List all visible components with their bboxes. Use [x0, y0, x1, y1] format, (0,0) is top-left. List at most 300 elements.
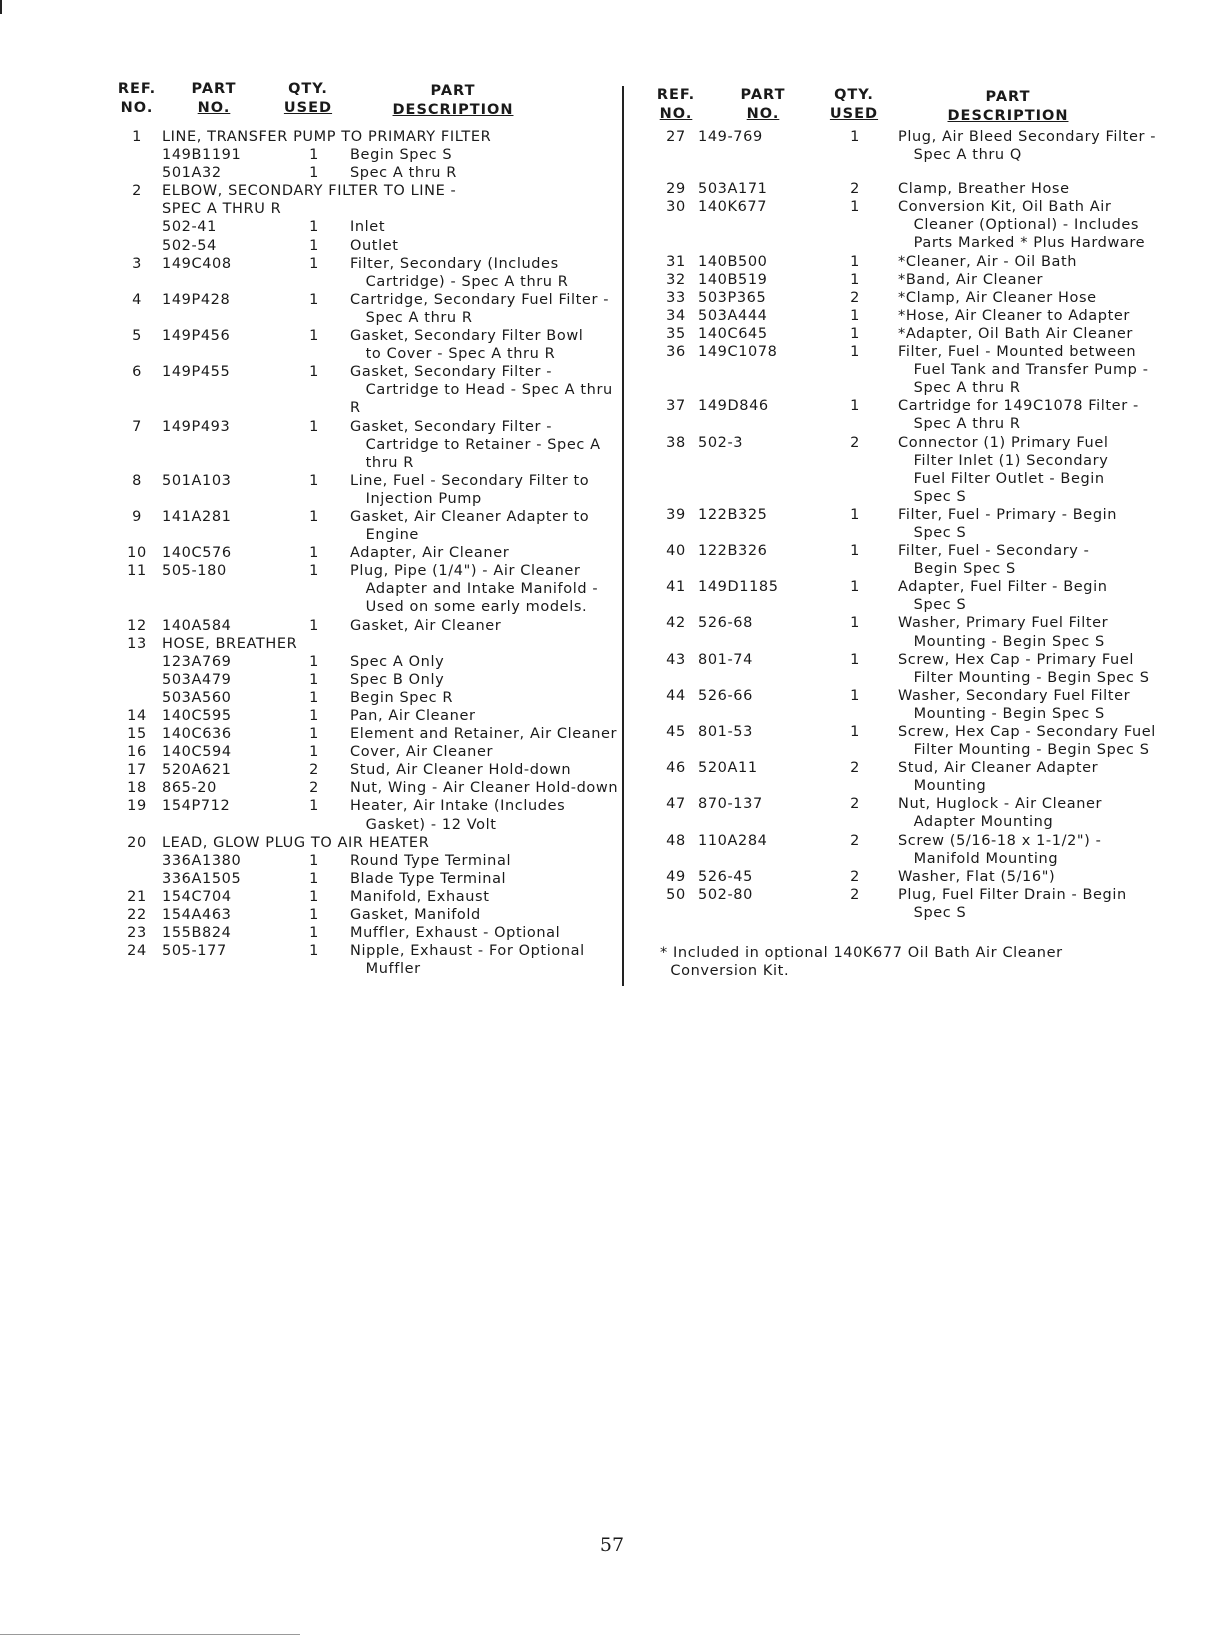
- ref-no-cell: [112, 146, 162, 164]
- description-cell: Mounting: [898, 778, 987, 795]
- part-no-cell: [162, 526, 278, 544]
- description-cell: Spec S: [898, 904, 967, 921]
- part-no-cell: 520A621: [162, 762, 232, 779]
- ref-no-cell: [654, 361, 698, 379]
- table-row: [112, 381, 626, 417]
- page-number: 57: [599, 1534, 625, 1556]
- ref-no-cell: [112, 671, 162, 689]
- ref-no-cell: [654, 415, 698, 433]
- ref-no-cell: 44: [666, 687, 686, 704]
- table-row: [112, 942, 626, 960]
- description-cell: *Hose, Air Cleaner to Adapter: [898, 307, 1130, 324]
- qty-used-cell: [824, 669, 886, 687]
- table-row: [654, 180, 1174, 198]
- table-row: [654, 415, 1174, 433]
- table-row: [654, 904, 1174, 922]
- part-no-cell: 865-20: [162, 780, 217, 797]
- qty-used-cell: 1: [850, 307, 860, 324]
- ref-no-cell: [654, 452, 698, 470]
- table-row: [654, 813, 1174, 831]
- ref-no-cell: 11: [127, 563, 147, 580]
- left-column-header: [112, 78, 626, 128]
- qty-used-cell: [278, 598, 350, 616]
- ref-no-cell: [654, 470, 698, 488]
- table-row: [112, 363, 626, 381]
- table-row: [112, 598, 626, 616]
- description-cell: Pan, Air Cleaner: [350, 708, 476, 724]
- table-row: [654, 741, 1174, 759]
- ref-no-cell: 22: [127, 907, 147, 924]
- header-desc-line1-right: PART: [985, 89, 1031, 105]
- ref-no-cell: [654, 904, 698, 922]
- qty-used-cell: 1: [309, 617, 319, 634]
- qty-used-cell: 1: [309, 870, 319, 887]
- header-part-line1-right: PART: [740, 87, 786, 103]
- qty-used-cell: [278, 526, 350, 544]
- ref-no-cell: [654, 560, 698, 578]
- description-cell: Engine: [350, 527, 419, 544]
- qty-used-cell: [278, 345, 350, 363]
- part-no-cell: [698, 415, 824, 433]
- qty-used-cell: 1: [309, 708, 319, 724]
- description-cell: Blade Type Terminal: [350, 870, 507, 887]
- qty-used-cell: [278, 490, 350, 508]
- table-row: [112, 653, 626, 671]
- qty-used-cell: 1: [850, 129, 860, 145]
- description-cell: Gasket, Air Cleaner: [350, 617, 502, 634]
- table-row: [112, 472, 626, 490]
- qty-used-cell: 1: [850, 579, 860, 596]
- description-cell: Begin Spec S: [898, 561, 1016, 578]
- ref-no-cell: 14: [127, 708, 147, 724]
- table-row: [112, 779, 626, 797]
- ref-no-cell: 38: [666, 434, 686, 451]
- description-cell: Cleaner (Optional) - Includes: [898, 217, 1140, 234]
- table-row: [112, 128, 626, 146]
- qty-used-cell: 1: [309, 328, 319, 345]
- part-no-cell: [698, 452, 824, 470]
- part-no-cell: 336A1505: [162, 870, 242, 887]
- table-row: [112, 273, 626, 291]
- qty-used-cell: 1: [309, 907, 319, 924]
- description-cell: Manifold Mounting: [898, 850, 1059, 867]
- qty-used-cell: 1: [309, 888, 319, 905]
- table-row: [654, 325, 1174, 343]
- description-cell: Element and Retainer, Air Cleaner: [350, 726, 618, 743]
- part-no-cell: 110A284: [698, 832, 768, 849]
- part-no-cell: 140C645: [698, 325, 768, 342]
- part-no-cell: 149D846: [698, 398, 769, 415]
- part-no-cell: [162, 436, 278, 454]
- part-no-cell: 149-769: [698, 129, 763, 145]
- qty-used-cell: 1: [309, 671, 319, 688]
- table-row: [112, 182, 626, 200]
- table-row: [112, 635, 626, 653]
- description-cell: Cartridge for 149C1078 Filter -: [898, 398, 1139, 415]
- ref-no-cell: [112, 218, 162, 236]
- part-no-cell: 149C408: [162, 255, 232, 272]
- group-heading-cell: SPEC A THRU R: [162, 201, 282, 218]
- part-no-cell: 526-68: [698, 615, 753, 632]
- part-no-cell: 503A560: [162, 689, 232, 706]
- part-no-cell: 149P455: [162, 364, 231, 381]
- group-heading-cell: ELBOW, SECONDARY FILTER TO LINE -: [162, 183, 457, 200]
- header-desc-line2-right: DESCRIPTION: [947, 108, 1069, 124]
- part-no-cell: [698, 361, 824, 379]
- part-no-cell: 336A1380: [162, 852, 242, 869]
- part-no-cell: [698, 524, 824, 542]
- qty-used-cell: 2: [850, 760, 860, 777]
- part-no-cell: 140B519: [698, 271, 768, 288]
- ref-no-cell: 9: [132, 508, 142, 525]
- header-qty-line2: USED: [283, 100, 333, 116]
- qty-used-cell: [824, 741, 886, 759]
- ref-no-cell: 47: [666, 796, 686, 813]
- qty-used-cell: 2: [309, 762, 319, 779]
- part-no-cell: [162, 598, 278, 616]
- part-no-cell: 526-45: [698, 868, 753, 885]
- part-no-cell: [698, 669, 824, 687]
- qty-used-cell: 1: [309, 364, 319, 381]
- ref-no-cell: 42: [666, 615, 686, 632]
- description-cell: Filter, Secondary (Includes: [350, 255, 559, 272]
- qty-used-cell: [824, 705, 886, 723]
- part-no-cell: 503P365: [698, 289, 767, 306]
- description-cell: Spec S: [898, 524, 967, 541]
- table-row: [112, 725, 626, 743]
- part-no-cell: [698, 488, 824, 506]
- table-row: [654, 307, 1174, 325]
- ref-no-cell: 15: [127, 726, 147, 743]
- table-row: [112, 617, 626, 635]
- description-cell: Plug, Air Bleed Secondary Filter -: [898, 129, 1157, 145]
- table-row: [654, 146, 1174, 164]
- part-no-cell: [698, 379, 824, 397]
- ref-no-cell: 30: [666, 199, 686, 216]
- description-cell: Spec S: [898, 488, 967, 505]
- table-row: [654, 506, 1174, 524]
- table-row: [112, 743, 626, 761]
- ref-no-cell: 48: [666, 832, 686, 849]
- table-row: [112, 309, 626, 327]
- ref-no-cell: [654, 596, 698, 614]
- qty-used-cell: [824, 813, 886, 831]
- description-cell: Gasket, Secondary Filter -: [350, 364, 553, 381]
- header-part-description: [348, 82, 558, 120]
- qty-used-cell: 1: [309, 291, 319, 308]
- table-row: [112, 146, 626, 164]
- qty-used-cell: 1: [309, 545, 319, 562]
- table-row: [654, 198, 1174, 216]
- ref-no-cell: [654, 146, 698, 164]
- ref-no-cell: 8: [132, 472, 142, 489]
- qty-used-cell: [824, 234, 886, 252]
- part-no-cell: [698, 705, 824, 723]
- part-no-cell: [698, 560, 824, 578]
- description-cell: Manifold, Exhaust: [350, 888, 490, 905]
- table-row: [112, 237, 626, 255]
- description-cell: Spec A thru Q: [898, 147, 1022, 164]
- table-row: [654, 832, 1174, 850]
- table-row: [654, 434, 1174, 452]
- ref-no-cell: 3: [132, 255, 142, 272]
- ref-no-cell: 27: [666, 129, 686, 145]
- part-no-cell: [162, 309, 278, 327]
- description-cell: Cartridge) - Spec A thru R: [350, 273, 569, 290]
- right-parts-column: [654, 78, 1174, 980]
- description-cell: Spec A thru R: [898, 380, 1021, 397]
- description-cell: Washer, Primary Fuel Filter: [898, 615, 1109, 632]
- description-cell: Stud, Air Cleaner Adapter: [898, 760, 1099, 777]
- ref-no-cell: 50: [666, 886, 686, 903]
- qty-used-cell: [278, 309, 350, 327]
- table-row: [112, 906, 626, 924]
- ref-no-cell: [112, 870, 162, 888]
- qty-used-cell: 1: [309, 472, 319, 489]
- table-row: [112, 816, 626, 834]
- qty-used-cell: 1: [850, 506, 860, 523]
- table-row: [654, 253, 1174, 271]
- qty-used-cell: 1: [309, 255, 319, 272]
- part-no-cell: 141A281: [162, 508, 232, 525]
- right-parts-rows: [654, 128, 1174, 922]
- header-qty-used: [270, 80, 346, 118]
- qty-used-cell: 1: [309, 418, 319, 435]
- description-cell: Screw, Hex Cap - Primary Fuel: [898, 651, 1134, 668]
- description-cell: Spec A thru R: [350, 309, 473, 326]
- part-no-cell: 501A32: [162, 165, 222, 182]
- qty-used-cell: [278, 816, 350, 834]
- part-no-cell: 149P428: [162, 291, 231, 308]
- part-no-cell: 526-66: [698, 687, 753, 704]
- part-no-cell: 149P456: [162, 328, 231, 345]
- description-cell: Washer, Flat (5/16"): [898, 868, 1056, 885]
- ref-no-cell: 20: [127, 834, 147, 851]
- qty-used-cell: [824, 379, 886, 397]
- part-no-cell: 502-41: [162, 219, 217, 236]
- table-row: [654, 886, 1174, 904]
- table-row: [654, 379, 1174, 397]
- ref-no-cell: 16: [127, 744, 147, 761]
- part-no-cell: 520A11: [698, 760, 758, 777]
- table-row: [654, 234, 1174, 252]
- qty-used-cell: [824, 452, 886, 470]
- ref-no-cell: [112, 852, 162, 870]
- description-cell: Nut, Huglock - Air Cleaner: [898, 796, 1103, 813]
- table-row: [654, 488, 1174, 506]
- ref-no-cell: [112, 653, 162, 671]
- part-no-cell: [162, 345, 278, 363]
- part-no-cell: 140K677: [698, 199, 768, 216]
- ref-no-cell: 35: [666, 325, 686, 342]
- ref-no-cell: [654, 524, 698, 542]
- ref-no-cell: [112, 237, 162, 255]
- ref-no-cell: 43: [666, 651, 686, 668]
- header-qty-line1-right: QTY.: [834, 87, 874, 103]
- part-no-cell: [162, 273, 278, 291]
- description-cell: Spec B Only: [350, 671, 445, 688]
- description-cell: Screw (5/16-18 x 1-1/2") -: [898, 832, 1102, 849]
- description-cell: thru R: [350, 454, 414, 471]
- qty-used-cell: 1: [850, 615, 860, 632]
- description-cell: Washer, Secondary Fuel Filter: [898, 687, 1131, 704]
- table-row: [112, 852, 626, 870]
- table-row: [654, 614, 1174, 632]
- part-no-cell: [162, 381, 278, 417]
- part-no-cell: 502-80: [698, 886, 753, 903]
- description-cell: Nipple, Exhaust - For Optional: [350, 943, 585, 960]
- table-row: [654, 271, 1174, 289]
- part-no-cell: 149P493: [162, 418, 231, 435]
- description-cell: Spec S: [898, 597, 967, 614]
- table-row: [112, 870, 626, 888]
- table-row: [654, 850, 1174, 868]
- description-cell: Filter, Fuel - Primary - Begin: [898, 506, 1118, 523]
- part-no-cell: [698, 234, 824, 252]
- ref-no-cell: [112, 436, 162, 454]
- qty-used-cell: [278, 381, 350, 417]
- ref-no-cell: 40: [666, 543, 686, 560]
- table-row: [654, 705, 1174, 723]
- header-qty-line2-right: USED: [829, 106, 879, 122]
- header-ref-line2-right: NO.: [659, 106, 693, 122]
- part-no-cell: 801-53: [698, 724, 753, 740]
- description-cell: Round Type Terminal: [350, 852, 512, 869]
- qty-used-cell: 1: [850, 724, 860, 740]
- qty-used-cell: 1: [850, 687, 860, 704]
- table-row: [112, 454, 626, 472]
- header-ref-line1: REF.: [117, 81, 157, 97]
- description-cell: Filter, Fuel - Secondary -: [898, 543, 1090, 560]
- header-part-no-right: [708, 86, 818, 124]
- qty-used-cell: 1: [850, 271, 860, 288]
- description-cell: Stud, Air Cleaner Hold-down: [350, 762, 572, 779]
- qty-used-cell: 2: [850, 868, 860, 885]
- description-cell: Filter Inlet (1) Secondary: [898, 452, 1109, 469]
- table-row: [112, 526, 626, 544]
- ref-no-cell: 39: [666, 506, 686, 523]
- qty-used-cell: 1: [850, 199, 860, 216]
- description-cell: *Band, Air Cleaner: [898, 271, 1044, 288]
- table-row: [654, 578, 1174, 596]
- footnote-line2: Conversion Kit.: [660, 963, 790, 980]
- part-no-cell: 149D1185: [698, 579, 779, 596]
- part-no-cell: 122B326: [698, 543, 768, 560]
- qty-used-cell: 2: [850, 886, 860, 903]
- part-no-cell: 154A463: [162, 907, 232, 924]
- description-cell: Spec A thru R: [350, 165, 457, 182]
- part-no-cell: [162, 816, 278, 834]
- ref-no-cell: 24: [127, 943, 147, 960]
- description-cell: Fuel Filter Outlet - Begin: [898, 470, 1105, 487]
- part-no-cell: 502-3: [698, 434, 744, 451]
- description-cell: Muffler: [350, 961, 421, 978]
- table-row: [112, 544, 626, 562]
- qty-used-cell: [824, 850, 886, 868]
- qty-used-cell: [824, 777, 886, 795]
- qty-used-cell: [278, 273, 350, 291]
- header-ref-line2: NO.: [120, 100, 154, 116]
- description-cell: Adapter and Intake Manifold -: [350, 581, 599, 598]
- description-cell: Nut, Wing - Air Cleaner Hold-down: [350, 780, 619, 797]
- table-row: [112, 418, 626, 436]
- qty-used-cell: 1: [850, 398, 860, 415]
- table-row: [654, 651, 1174, 669]
- part-no-cell: [698, 850, 824, 868]
- qty-used-cell: 1: [309, 508, 319, 525]
- description-cell: Injection Pump: [350, 490, 482, 507]
- part-no-cell: 140A584: [162, 617, 232, 634]
- part-no-cell: 501A103: [162, 472, 232, 489]
- table-row: [654, 669, 1174, 687]
- header-part-line2-right: NO.: [746, 106, 780, 122]
- header-desc-line2: DESCRIPTION: [392, 102, 514, 118]
- table-row: [112, 436, 626, 454]
- qty-used-cell: 1: [309, 147, 319, 164]
- part-no-cell: [698, 470, 824, 488]
- qty-used-cell: 1: [309, 219, 319, 236]
- ref-no-cell: 6: [132, 364, 142, 381]
- ref-no-cell: 10: [127, 545, 147, 562]
- description-cell: Cartridge to Retainer - Spec A: [350, 436, 601, 453]
- part-no-cell: 123A769: [162, 653, 232, 670]
- table-row: [654, 470, 1174, 488]
- ref-no-cell: [112, 689, 162, 707]
- ref-no-cell: 23: [127, 925, 147, 942]
- qty-used-cell: [278, 960, 350, 978]
- ref-no-cell: 29: [666, 181, 686, 198]
- qty-used-cell: 1: [309, 943, 319, 960]
- header-desc-line1: PART: [430, 83, 476, 99]
- description-cell: Fuel Tank and Transfer Pump -: [898, 362, 1149, 379]
- qty-used-cell: 1: [309, 165, 319, 182]
- description-cell: Begin Spec S: [350, 147, 453, 164]
- description-cell: Adapter Mounting: [898, 814, 1054, 831]
- description-cell: Gasket) - 12 Volt: [350, 816, 497, 833]
- ref-no-cell: 7: [132, 418, 142, 435]
- part-no-cell: 503A444: [698, 307, 768, 324]
- ref-no-cell: 1: [132, 129, 142, 145]
- qty-used-cell: [824, 560, 886, 578]
- table-row: [654, 723, 1174, 741]
- qty-used-cell: [824, 904, 886, 922]
- ref-no-cell: 33: [666, 289, 686, 306]
- ref-no-cell: [112, 526, 162, 544]
- table-row: [112, 291, 626, 309]
- table-row: [654, 397, 1174, 415]
- part-no-cell: 505-177: [162, 943, 227, 960]
- description-cell: Spec A Only: [350, 653, 445, 670]
- header-qty-used-right: [822, 86, 886, 124]
- table-row: [112, 707, 626, 725]
- part-no-cell: 149B1191: [162, 147, 242, 164]
- ref-no-cell: 19: [127, 798, 147, 815]
- table-row: [654, 343, 1174, 361]
- ref-no-cell: [112, 164, 162, 182]
- ref-no-cell: [112, 454, 162, 472]
- qty-used-cell: 1: [309, 653, 319, 670]
- ref-no-cell: 17: [127, 762, 147, 779]
- bottom-scan-line: [0, 1634, 300, 1635]
- qty-used-cell: 1: [850, 253, 860, 270]
- description-cell: Heater, Air Intake (Includes: [350, 798, 566, 815]
- part-no-cell: 155B824: [162, 925, 232, 942]
- description-cell: Filter Mounting - Begin Spec S: [898, 669, 1150, 686]
- description-cell: Filter, Fuel - Mounted between: [898, 344, 1137, 361]
- ref-no-cell: 2: [132, 183, 142, 200]
- table-row: [112, 960, 626, 978]
- table-row: [654, 361, 1174, 379]
